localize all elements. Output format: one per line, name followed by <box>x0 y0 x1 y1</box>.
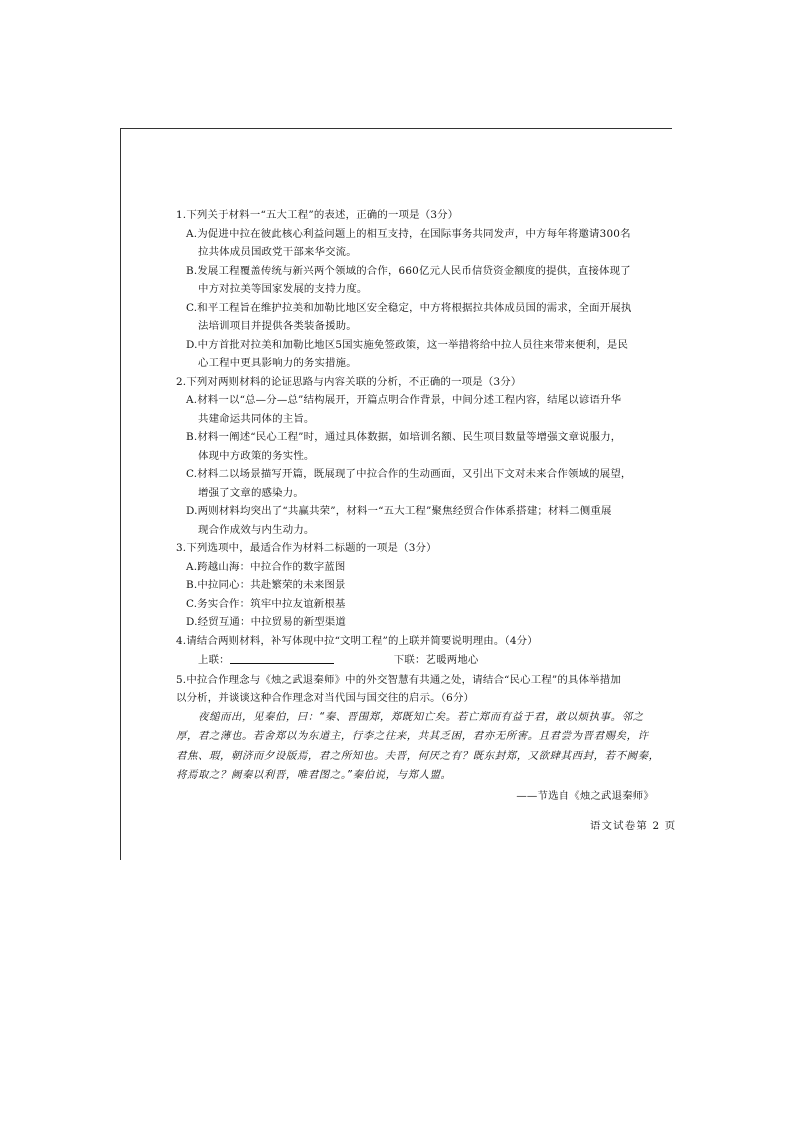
option-c-continued: 法培训项目并提供各类装备援助。 <box>198 320 357 332</box>
option-a: A.跨越山海：中拉合作的数字蓝图 <box>186 560 346 573</box>
option-d: D.两则材料均突出了“共赢共荣”，材料一“五大工程”聚焦经贸合作体系搭建；材料二侧重展 <box>186 505 612 517</box>
option-c: C.材料二以场景描写开篇，既展现了中拉合作的生动画面，又引出下文对未来合作领域的展望， <box>186 468 632 480</box>
option-b: B.中拉同心：共赴繁荣的未来图景 <box>186 579 346 591</box>
upper-couplet-label: 上联： <box>198 654 230 666</box>
couplet-row <box>176 651 658 670</box>
option-b: B.发展工程覆盖传统与新兴两个领域的合作，660亿元人民币信贷资金额度的提供，直接体现了 <box>186 264 631 277</box>
question-stem-continued: 以分析，并谈谈这种合作理念对当代国与国交往的启示。（6分） <box>176 692 475 704</box>
option-d-continued: 心工程中更具影响力的务实措施。 <box>198 357 357 369</box>
option-a: A.材料一以“总—分—总”结构展开，开篇点明合作背景，中间分述工程内容，结尾以谚语升华 <box>186 394 622 406</box>
option-c: C.和平工程旨在维护拉美和加勒比地区安全稳定，中方将根据拉共体成员国的需求，全面开展执 <box>186 301 632 314</box>
question-stem: 4.请结合两则材料，补写体现中拉“文明工程”的上联并简要说明理由。（4分） <box>176 634 538 647</box>
classical-passage <box>176 708 658 786</box>
page-border-left <box>120 128 121 860</box>
question-stem: 2.下列对两则材料的论证思路与内容关联的分析，不正确的一项是（3分） <box>176 375 522 388</box>
passage-source: ——节选自《烛之武退秦师》 <box>516 789 654 802</box>
question-stem: 5.中拉合作理念与《烛之武退秦师》中的外交智慧有共通之处，请结合“民心工程”的具体举措加 <box>176 673 621 686</box>
option-a: A.为促进中拉在彼此核心利益问题上的相互支持，在国际事务共同发声，中方每年将邀请300名 <box>186 227 631 240</box>
lower-couplet: 下联：艺暖两地心 <box>393 654 479 666</box>
question-4 <box>176 632 658 670</box>
exam-content <box>176 206 658 805</box>
passage-line: 君焦、瑕，朝济而夕设版焉，君之所知也。夫晋，何厌之有？既东封郑，又欲肆其西封，若不阙秦， <box>176 749 660 762</box>
option-d-continued: 现合作成效与内生动力。 <box>198 523 315 536</box>
question-stem: 3.下列选项中，最适合作为材料二标题的一项是（3分） <box>176 542 437 554</box>
option-b-continued: 中方对拉美等国家发展的支持力度。 <box>198 283 368 295</box>
passage-line: 夜缒而出，见秦伯，曰：“秦、晋围郑，郑既知亡矣。若亡郑而有益于君，敢以烦执事。邻之 <box>198 710 644 723</box>
page-footer: 语文试卷第 2 页 <box>590 820 677 832</box>
option-d: D.中方首批对拉美和加勒比地区5国实施免签政策，这一举措将给中拉人员往来带来便利，是民 <box>186 338 629 351</box>
option-a-continued: 拉共体成员国政党干部来华交流。 <box>198 246 357 258</box>
question-3 <box>176 539 658 632</box>
question-1 <box>176 206 658 373</box>
option-b: B.材料一阐述“民心工程”时，通过具体数据，如培训名额、民生项目数量等增强文章说服力， <box>186 431 622 443</box>
question-5 <box>176 671 658 806</box>
option-b-continued: 体现中方政策的务实性。 <box>198 449 315 462</box>
option-c: C.务实合作：筑牢中拉友谊新根基 <box>186 597 346 610</box>
question-2 <box>176 373 658 540</box>
passage-line: 将焉取之？阙秦以利晋，唯君图之。”秦伯说，与郑人盟。 <box>176 769 452 781</box>
page-border-top <box>120 128 672 129</box>
question-stem: 1.下列关于材料一“五大工程”的表述，正确的一项是（3分） <box>176 209 459 221</box>
upper-couplet-blank <box>230 651 334 664</box>
option-a-continued: 共建命运共同体的主旨。 <box>198 412 315 425</box>
option-d: D.经贸互通：中拉贸易的新型渠道 <box>186 616 346 628</box>
passage-line: 厚，君之薄也。若舍郑以为东道主，行李之往来，共其乏困，君亦无所害。且君尝为晋君赐矣，许 <box>176 730 649 742</box>
option-c-continued: 增强了文章的感染力。 <box>198 486 304 499</box>
